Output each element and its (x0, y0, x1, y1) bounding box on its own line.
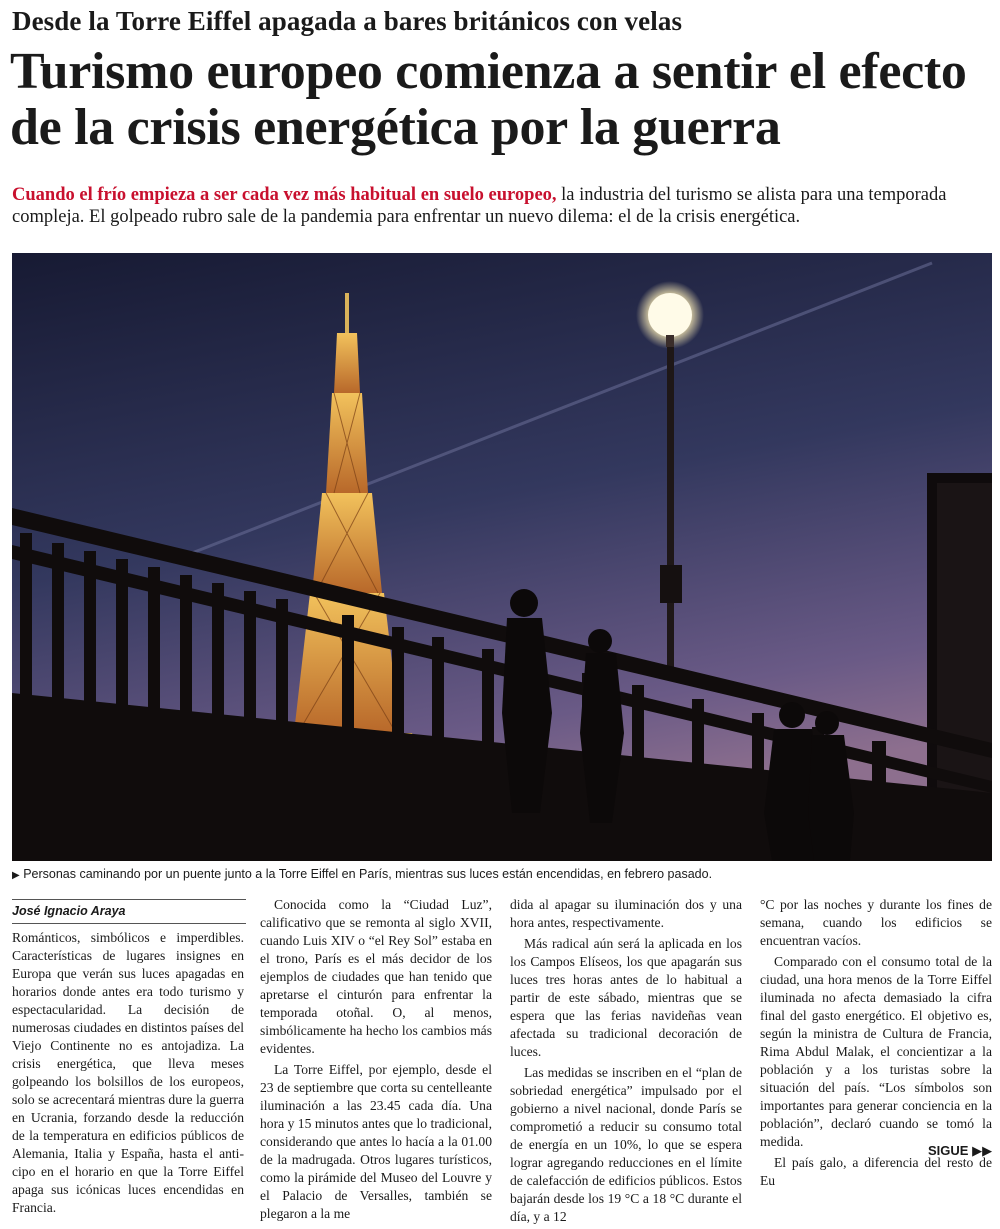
article-column-3 (510, 896, 742, 1229)
paragraph: Conocida como la “Ciudad Luz”, calificativo que se remonta al siglo XVII, cuando Luis XIV o “el Rey Sol” estaba en el trono, París es el más decidor de los ejemplos de ciudades que han tenido que apretarse el cinturón para enfrentar la temporada otoñal. O, al menos, simbólicamente ha hecho los cambios más evidentes. (260, 897, 492, 1056)
deck (12, 184, 992, 228)
byline-rule-top (12, 899, 246, 900)
paragraph: Románticos, simbólicos e imperdibles. Características de lugares insignes en Europa que verán sus luces apagadas en horarios donde antes era todo turismo y espectacularidad. La decisión de numerosas ciudades en distintos países del Viejo Continente no es antojadiza. La crisis energética, que lleva meses golpeando los bolsillos de los europeos, solo se acrecentará mientras dure la guerra en Ucrania, forzando desde la reducción de la temperatura en edificios públicos de Alemania, Italia y España, hasta el anticipo en el horario en que la Torre Eiffel apaga sus icónicas luces encendidas en Francia. (12, 930, 244, 1215)
paragraph: Las medidas se inscriben en el “plan de sobriedad energética” impulsado por el gobierno a nivel nacional, donde París se comprometió a reducir su consumo total de energía en un 10%, lo que se espera lograr agregando reducciones en el límite de calefacción de edificios públicos. Estos bajarán desde los 19 °C a 18 °C durante el día, y a 12 (510, 1065, 742, 1224)
paragraph: La Torre Eiffel, por ejemplo, desde el 23 de septiembre que corta su centelleante iluminación a las 23.45 cada día. Una hora y 15 minutos antes que lo tradicional, considerando que antes lo hacía a la 01.00 de la madrugada. Otros lugares turísticos, como la pirámide del Museo del Louvre y el Palacio de Versalles, también se plegaron a la me (260, 1062, 492, 1221)
deck-text: la industria del turismo se alista para una temporada compleja. El golpeado rubro sale de la pandemia para enfrentar un nuevo dilema: el de la crisis energética. (12, 185, 947, 227)
paragraph: Comparado con el consumo total de la ciudad, una hora menos de la Torre Eiffel iluminada no afecta demasiado la cifra final del gasto energético. El objetivo es, según la ministra de Cultura de Francia, Rima Abdul Malak, el concientizar a la población y a los turistas sobre la situación del país. “Los símbolos son importantes para generar conciencia en la población”, declaró cuando se tomó la medida. (760, 954, 992, 1149)
eiffel-tower-night-photo (12, 253, 992, 861)
byline-rule-bottom (12, 923, 246, 924)
headline: Turismo europeo comienza a sentir el efecto de la crisis energética por la guerra (10, 43, 967, 156)
caption-marker-icon: ▶ (12, 870, 20, 881)
deck-lead-in: Cuando el frío empieza a ser cada vez más habitual en suelo europeo, (12, 185, 557, 205)
paragraph: dida al apagar su iluminación dos y una hora antes, respectivamente. (510, 897, 742, 930)
paragraph: Más radical aún será la aplicada en los los Campos Elíseos, los que apagarán sus luces tres horas antes de lo habitual a partir de este sábado, mientras que se espera que las ferias navideñas vean afectada su tradicional decoración de luces. (510, 936, 742, 1059)
article-column-2 (260, 896, 492, 1226)
caption-text: Personas caminando por un puente junto a la Torre Eiffel en París, mientras sus luces están encendidas, en febrero pasado. (23, 867, 713, 881)
kicker: Desde la Torre Eiffel apagada a bares británicos con velas (12, 6, 683, 36)
continue-indicator: SIGUE ▶▶ (928, 1143, 993, 1158)
paragraph: El país galo, a diferencia del resto de Eu (760, 1155, 992, 1188)
article-column-1 (12, 929, 244, 1220)
photo-caption (12, 866, 992, 884)
paragraph: °C por las noches y durante los fines de semana, cuando los edificios se encuentran vacíos. (760, 897, 992, 948)
byline: José Ignacio Araya (12, 904, 126, 918)
